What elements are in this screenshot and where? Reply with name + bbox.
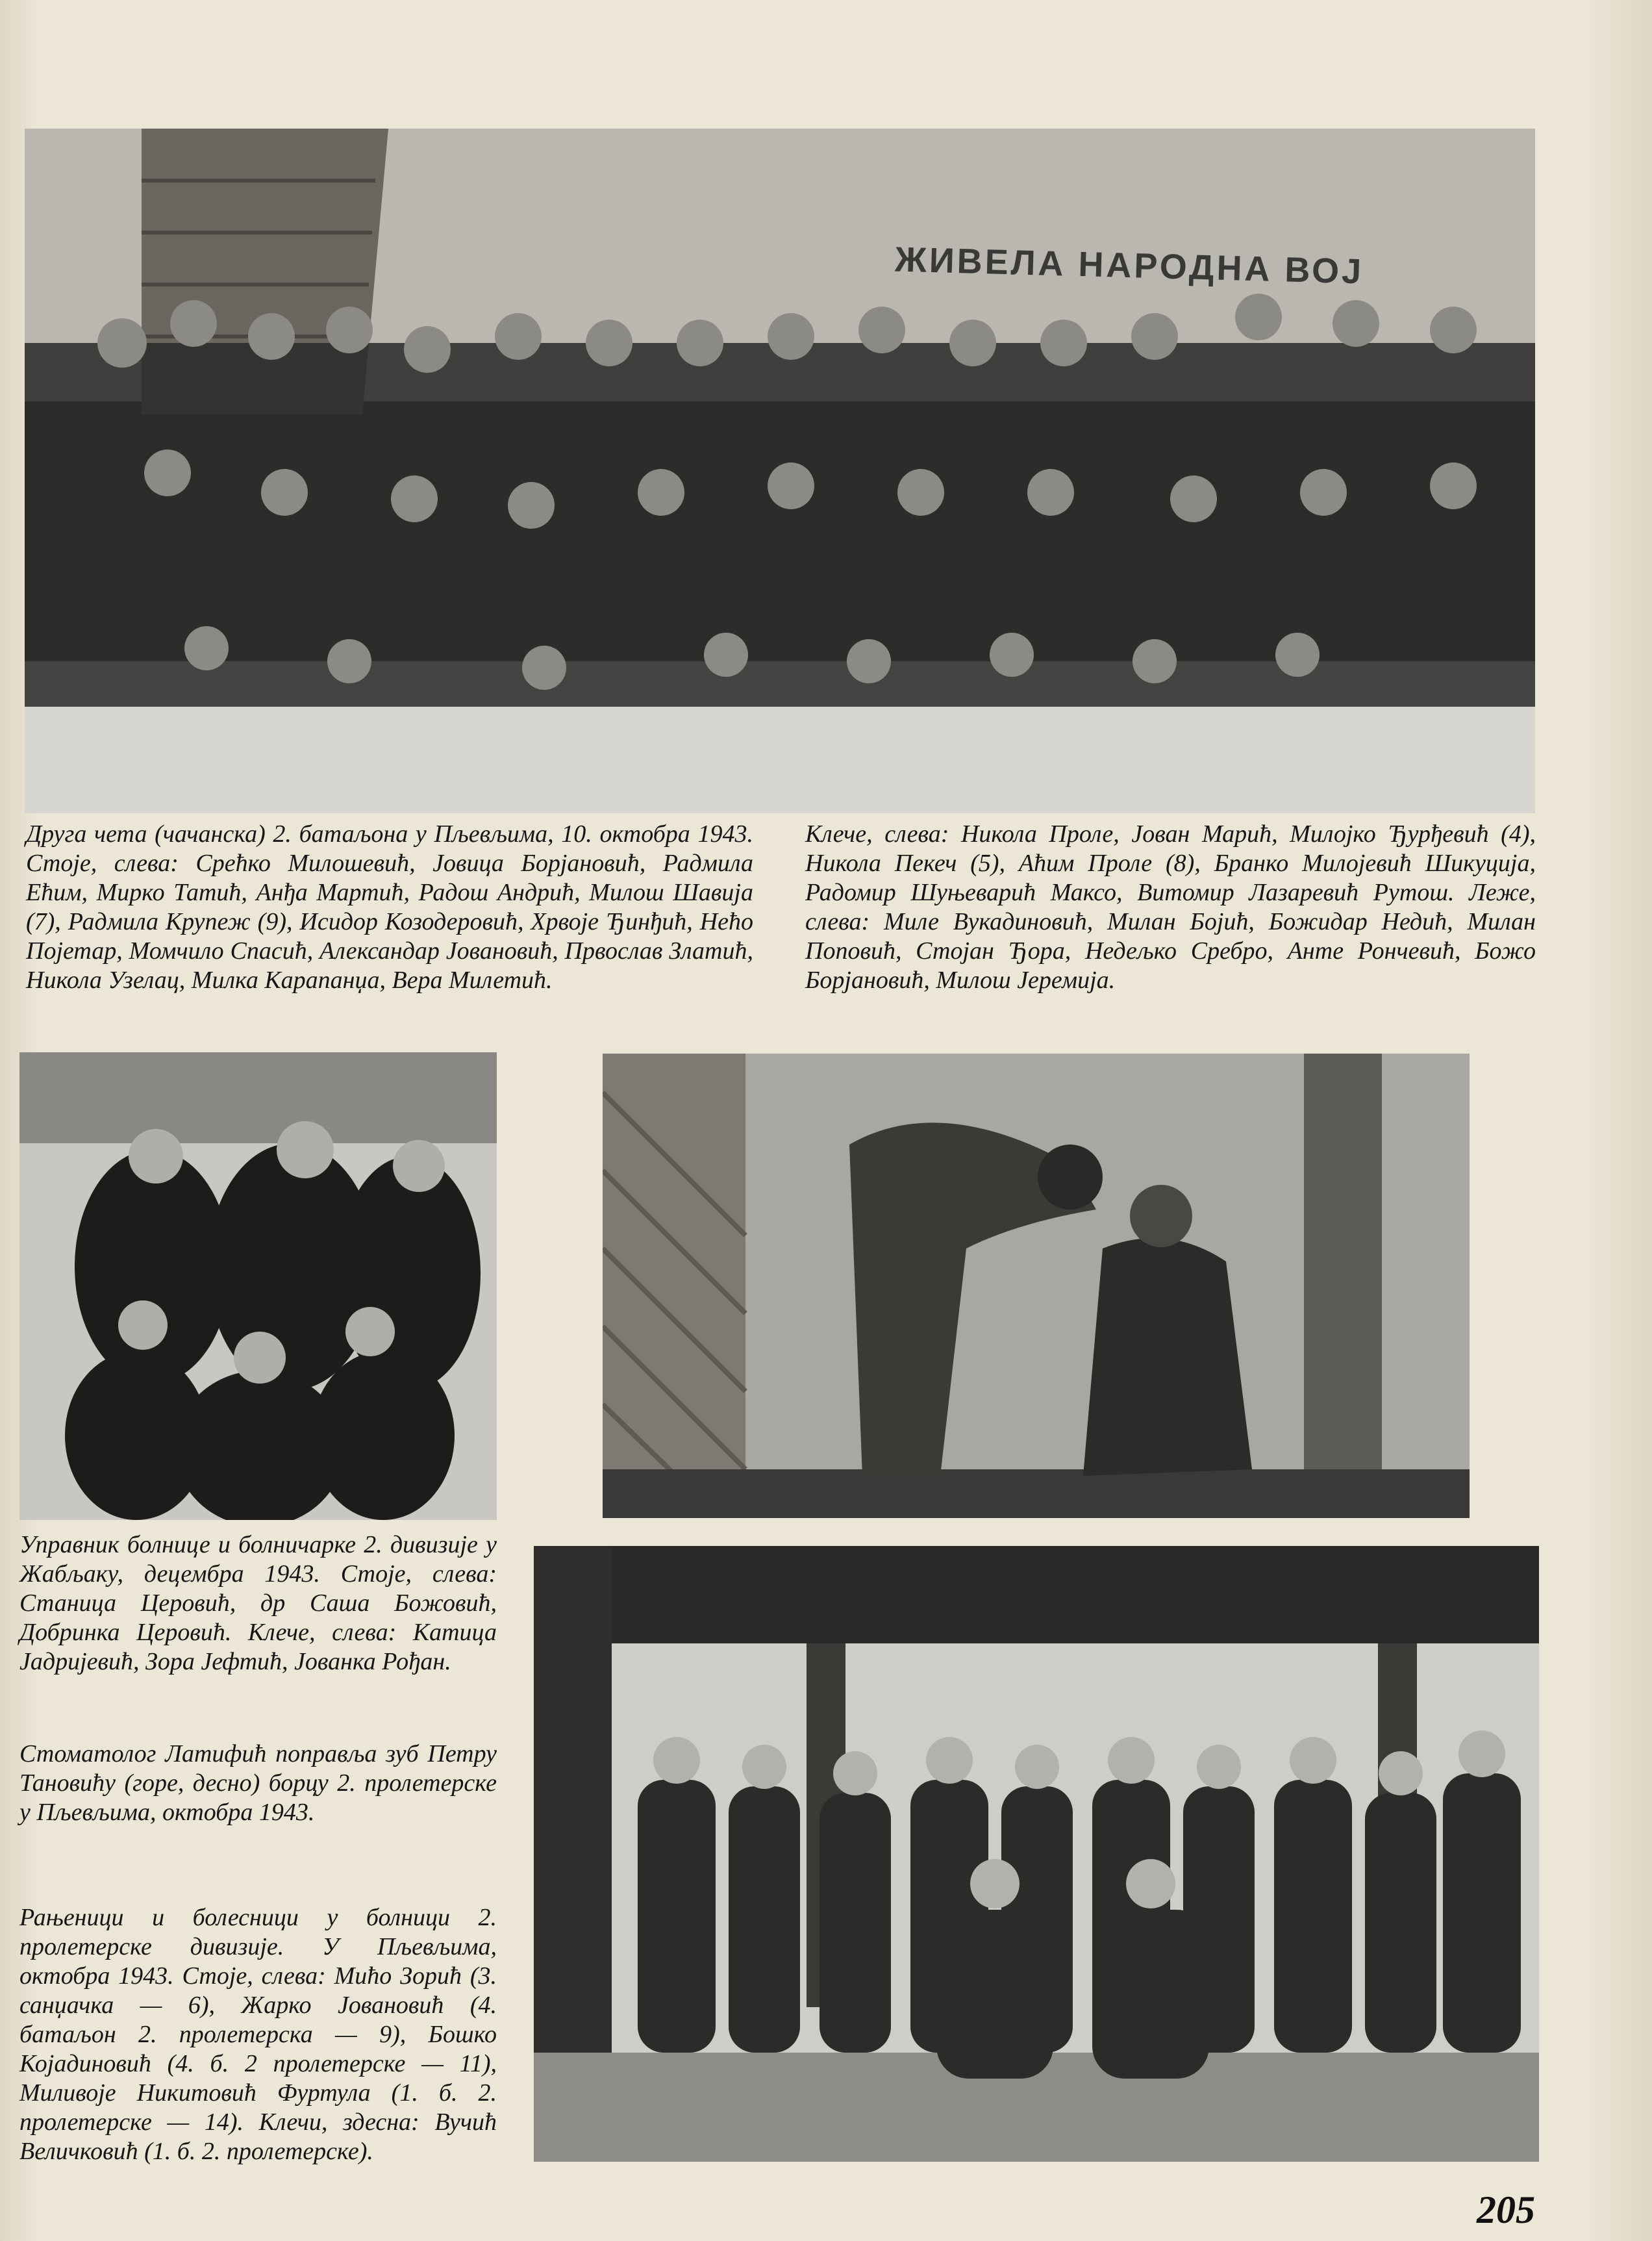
- caption-dentist: Стоматолог Латифић поправља зуб Петру Тановићу (горе, десно) борцу 2. пролетерске у Пљевљима, октобра 1943.: [19, 1740, 497, 1826]
- nurses-photo-art: [19, 1052, 497, 1520]
- caption-company-left: Друга чета (чачанска) 2. батаљона у Пљевљима, 10. октобра 1943. Стоје, слева: Срећко Милошевић, Јовица Борјановић, Радмила Ећим, Мирко Татић, Анђа Мартић, Радош Андрић, Милош Шавија (7), Радмила Крупеж (9), Исидор Козодеровић, Хрвоје Ђинђић, Нећо Појетар, Момчило Спасић, Александар Јовановић, Првослав Златић, Никола Узелац, Милка Карапанџа, Вера Милетић.: [26, 820, 753, 994]
- company-group-photo: [25, 129, 1535, 813]
- caption-nurses: Управник болнице и болничарке 2. дивизије у Жабљаку, децембра 1943. Стоје, слева: Станица Церовић, др Саша Божовић, Добринка Церовић. Клече, слева: Катица Јадријевић, Зора Јефтић, Јованка Рођан.: [19, 1531, 497, 1675]
- dentist-photo: [603, 1054, 1470, 1518]
- wounded-group-photo: [534, 1546, 1539, 2162]
- wounded-photo-art: [534, 1546, 1539, 2162]
- company-photo-art: [25, 129, 1535, 813]
- caption-company-right: Клече, слева: Никола Проле, Јован Марић, Милојко Ђурђевић (4), Никола Пекеч (5), Аћим Проле (8), Бранко Милојевић Шикуција, Радомир Шуњеварић Максо, Витомир Лазаревић Рутош. Леже, слева: Миле Вукадиновић, Милан Бојић, Божидар Недић, Милан Поповић, Стојан Ђора, Недељко Сребро, Анте Рончевић, Божо Борјановић, Милош Јеремија.: [805, 820, 1536, 994]
- nurses-photo: [19, 1052, 497, 1520]
- dentist-photo-art: [603, 1054, 1470, 1518]
- banner-slogan: ЖИВЕЛА НАРОДНА ВОЈ: [894, 240, 1364, 292]
- page-number: 205: [1477, 2188, 1535, 2231]
- caption-wounded: Рањеници и болесници у болници 2. пролетерске дивизије. У Пљевљима, октобра 1943. Стоје, слева: Мићо Зорић (3. санџачка — 6), Жарко Јовановић (4. батаљон 2. пролетерска — 9), Бошко Којадиновић (4. б. 2 пролетерске — 11), Миливоје Никитовић Фуртула (1. б. 2. пролетерске — 14). Клечи, здесна: Вучић Величковић (1. б. 2. пролетерске).: [19, 1904, 497, 2165]
